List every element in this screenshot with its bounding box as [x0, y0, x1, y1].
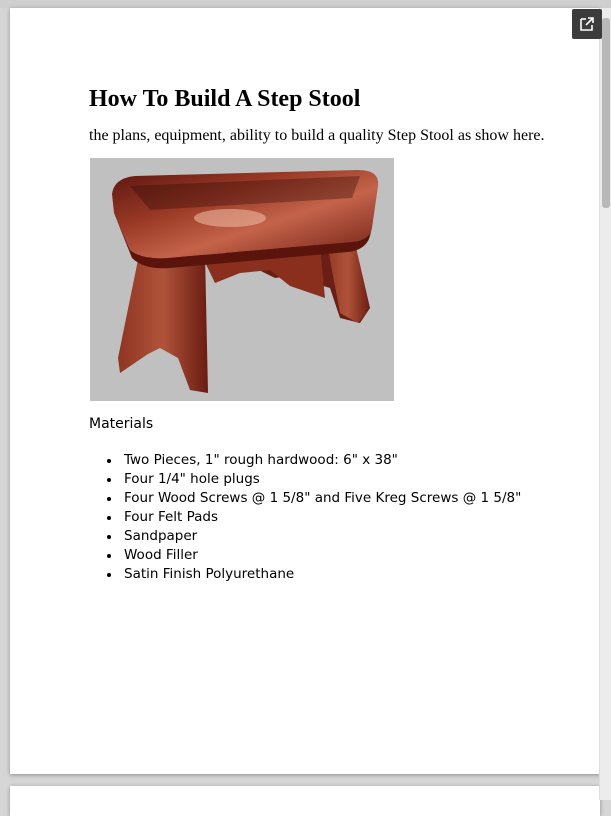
step-stool-image [90, 158, 394, 401]
viewer-top-strip [0, 0, 611, 8]
step-stool-photo [90, 158, 394, 401]
document-page [10, 8, 600, 774]
page-title: How To Build A Step Stool [89, 86, 361, 112]
open-in-new-icon[interactable] [572, 9, 602, 39]
intro-text: the plans, equipment, ability to build a quality Step Stool as show here. [89, 127, 545, 144]
list-item: Two Pieces, 1" rough hardwood: 6" x 38" [124, 451, 521, 470]
list-item: Four Wood Screws @ 1 5/8" and Five Kreg Screws @ 1 5/8" [124, 490, 522, 506]
list-item: Wood Filler [124, 546, 521, 565]
vertical-scrollbar[interactable] [599, 8, 611, 800]
open-in-new-glyph [579, 16, 595, 32]
list-item: Sandpaper [124, 527, 521, 546]
next-document-page [10, 786, 600, 816]
list-item: Satin Finish Polyurethane [124, 565, 521, 584]
materials-list [124, 451, 521, 584]
list-item: Four Felt Pads [124, 508, 521, 527]
scrollbar-thumb[interactable] [602, 18, 610, 208]
materials-heading: Materials [89, 416, 154, 432]
list-item: Four 1/4" hole plugs [124, 470, 521, 489]
